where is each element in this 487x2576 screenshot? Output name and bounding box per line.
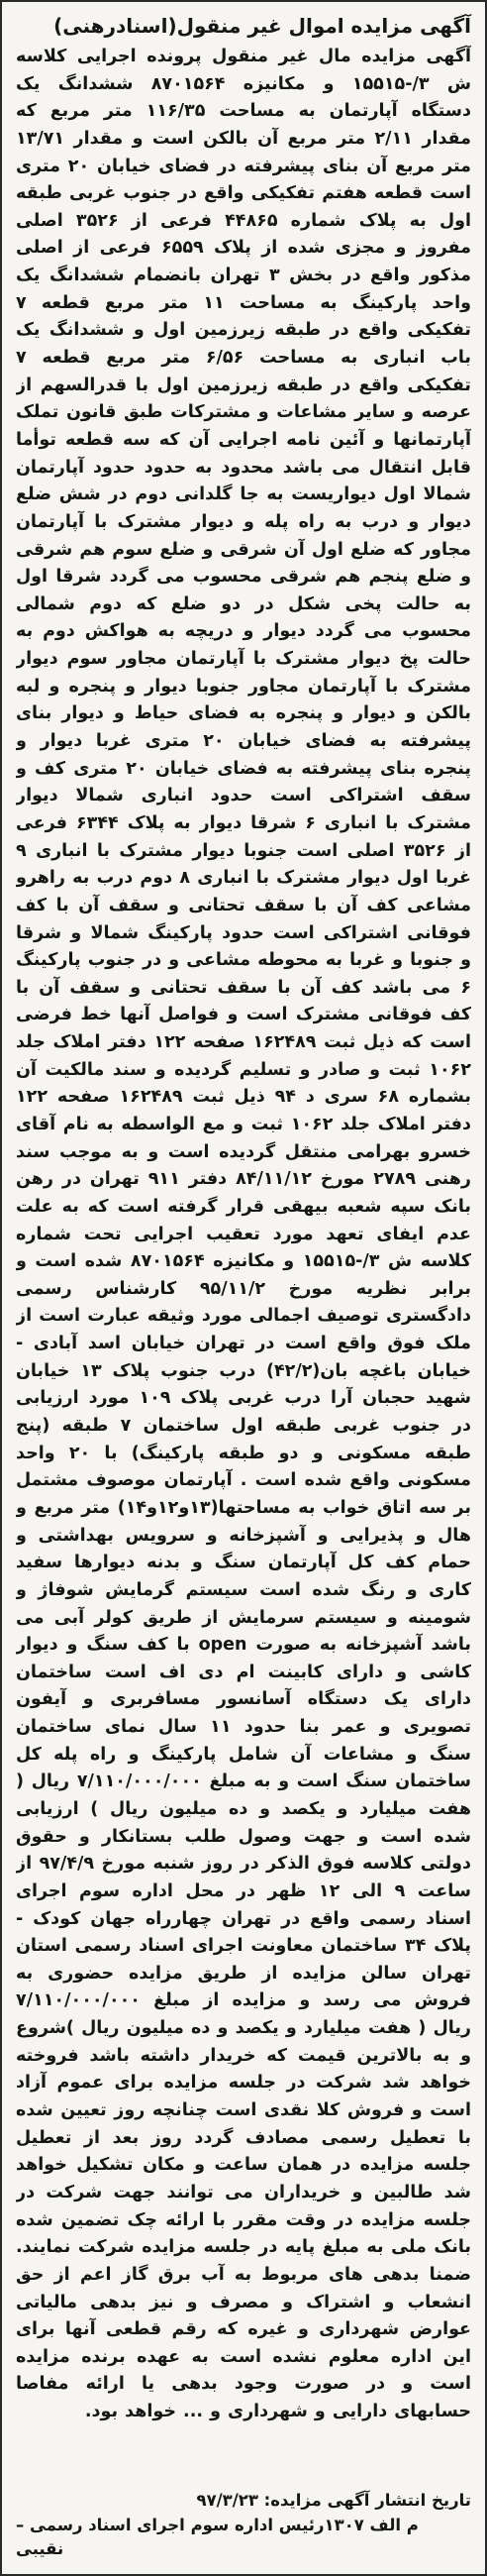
notice-title: آگهی مزایده اموال غیر منقول(اسنادرهنی) [53, 14, 471, 38]
notice-signature: م الف ۱۳۰۷رئیس اداره سوم اجرای اسناد رسمی – نقیبی [16, 2515, 419, 2559]
publication-date-label: تاریخ انتشار آگهی مزایده: [263, 2490, 471, 2510]
notice-footer [16, 2489, 471, 2562]
publication-date: ۹۷/۳/۲۳ [196, 2490, 258, 2510]
publication-date-row [16, 2489, 471, 2514]
notice-body: آگهی مزایده مال غیر منقول پرونده اجرایی کلاسه ش ۳/-۱۵۵۱۵ و مکانیزه ۸۷۰۱۵۶۴ ششدانگ یک دستگاه آپارتمان به مساحت ۱۱۶/۳۵ متر مربع که مقدار ۲/۱۱ متر مربع آن بالکن است و مقدار ۱۳/۷۱ متر مربع آن بنای پیشرفته در فضای خیابان ۲۰ متری است قطعه هفتم تفکیکی واقع در جنوب غربی طبقه اول به پلاک شماره ۴۴۸۶۵ فرعی از ۳۵۲۶ اصلی مفروز و مجزی شده از پلاک ۶۵۵۹ فرعی از اصلی مذکور واقع در بخش ۳ تهران بانضمام ششدانگ یک واحد پارکینگ به مساحت ۱۱ متر مربع قطعه ۷ تفکیکی واقع در طبقه زیرزمین اول و ششدانگ یک باب انباری به مساحت ۶/۵۶ متر مربع قطعه ۷ تفکیکی واقع در طبقه زیرزمین اول با قدرالسهم از عرصه و سایر مشاعات و مشترکات طبق قانون تملک آپارتمانها و آئین نامه اجرایی آن که سه قطعه توأما قابل انتقال می باشد محدود به حدود حدود آپارتمان شمالا اول دیواریست به جا گلدانی دوم در شش ضلع دیوار و درب به راه پله و دیوار مشترک با آپارتمان مجاور که ضلع اول آن شرقی و ضلع سوم هم شرقی و ضلع پنجم هم شرقی محسوب می گردد شرقا اول به حالت پخی شکل در دو ضلع که دوم شمالی محسوب می گردد دیوار و دریچه به هواکش دوم به حالت پخ دیوار مشترک با آپارتمان مجاور سوم دیوار مشترک با آپارتمان مجاور جنوبا دیوار و پنجره و لبه بالکن و دیوار و پنجره به فضای حیاط و دیوار بنای پیشرفته به فضای خیابان ۲۰ متری غربا دیوار و پنجره بنای پیشرفته به فضای خیابان ۲۰ متری کف و سقف اشتراکی است حدود انباری شمالا دیوار مشترک با انباری ۶ شرقا دیوار به پلاک ۶۳۴۴ فرعی از ۳۵۲۶ اصلی است جنوبا دیوار مشترک با انباری ۹ غربا اول دیوار مشترک با انباری ۸ دوم درب به راهرو مشاعی کف آن با سقف تحتانی و سقف آن با کف فوقانی اشتراکی است حدود پارکینگ شمالا و شرقا و جنوبا و غربا به محوطه مشاعی و در جنوب پارکینگ ۶ می باشد کف آن با سقف تحتانی و سقف آن با کف فوقانی مشترک است و فواصل آنها خط فرضی است که ذیل ثبت ۱۶۲۴۸۹ صفحه ۱۲۲ دفتر املاک جلد ۱۰۶۲ ثبت و صادر و تسلیم گردیده و سند مالکیت آن بشماره ۶۸ سری د ۹۴ ذیل ثبت ۱۶۲۴۸۹ صفحه ۱۲۲ دفتر املاک جلد ۱۰۶۲ ثبت و مع الواسطه به نام آقای خسرو بهرامی منتقل گردیده است و به موجب سند رهنی ۲۷۸۹ مورخ ۸۴/۱۱/۱۲ دفتر ۹۱۱ تهران در رهن بانک سپه شعبه بیهقی قرار گرفته است که به علت عدم ایفای تعهد مورد تعقیب اجرایی تحت شماره کلاسه ش ۳/-۱۵۵۱۵ و مکانیزه ۸۷۰۱۵۶۴ شده است و برابر نظریه مورخ ۹۵/۱۱/۲ کارشناس رسمی دادگستری توصیف اجمالی مورد وثیقه عبارت است از ملک فوق واقع است در تهران خیابان اسد آبادی - خیابان باغچه بان(۴۲/۲) درب جنوب پلاک ۱۳ خیابان شهید حجبان آرا درب غربی پلاک ۱۰۹ مورد ارزیابی در جنوب غربی طبقه اول ساختمان ۷ طبقه (پنج طبقه مسکونی و دو طبقه پارکینگ) با ۲۰ واحد مسکونی واقع شده است . آپارتمان موصوف مشتمل بر سه اتاق خواب به مساحتها(۱۳و۱۲و۱۴) متر مربع و هال و پذیرایی و آشپزخانه و سرویس بهداشتی و حمام کف کل آپارتمان سنگ و بدنه دیوارها سفید کاری و رنگ شده است سیستم گرمایش شوفاژ و شومینه و سیستم سرمایش از طریق کولر آبی می باشد آشپزخانه به صورت open با کف سنگ و دیوار کاشی و دارای کابینت ام دی اف است ساختمان دارای یک دستگاه آسانسور مسافربری و آیفون تصویری و عمر بنا حدود ۱۱ سال نمای ساختمان سنگ و مشاعات آن شامل پارکینگ و راه پله کل ساختمان سنگ است و به مبلغ ۷/۱۱۰/۰۰۰/۰۰۰ ریال ( هفت میلیارد و یکصد و ده میلیون ریال ) ارزیابی شده است و جهت وصول طلب بستانکار و حقوق دولتی کلاسه فوق الذکر در روز شنبه مورخ ۹۷/۴/۹ از ساعت ۹ الی ۱۲ ظهر در محل اداره سوم اجرای اسناد رسمی واقع در تهران چهارراه جهان کودک - پلاک ۳۴ ساختمان معاونت اجرای اسناد رسمی استان تهران سالن مزایده از طریق مزایده حضوری به فروش می رسد و مزایده از مبلغ ۷/۱۱۰/۰۰۰/۰۰۰ ریال ( هفت میلیارد و یکصد و ده میلیون ریال )شروع و به بالاترین قیمت که خریدار داشته باشد فروخته خواهد شد شرکت در جلسه مزایده برای عموم آزاد است و فروش کلا نقدی است چنانچه روز تعیین شده با تعطیل رسمی مصادف گردد روز بعد از تعطیل جلسه مزایده در همان ساعت و مکان تشکیل خواهد شد طالبین و خریداران می توانند جهت شرکت در جلسه مزایده در وقت مقرر با ارائه چک تضمین شده بانک ملی به مبلغ پایه در جلسه مزایده شرکت نمایند. ضمنا بدهی های مربوط به آب برق گاز اعم از حق انشعاب و اشتراک و مصرف و نیز بدهی مالیاتی عوارض شهرداری و غیره که رقم قطعی آنها برای این اداره معلوم نشده است به عهده برنده مزایده است و در صورت وجود بدهی یا ارائه مفاصا حسابهای دارایی و شهرداری و ... خواهد بود. [16, 47, 471, 2422]
